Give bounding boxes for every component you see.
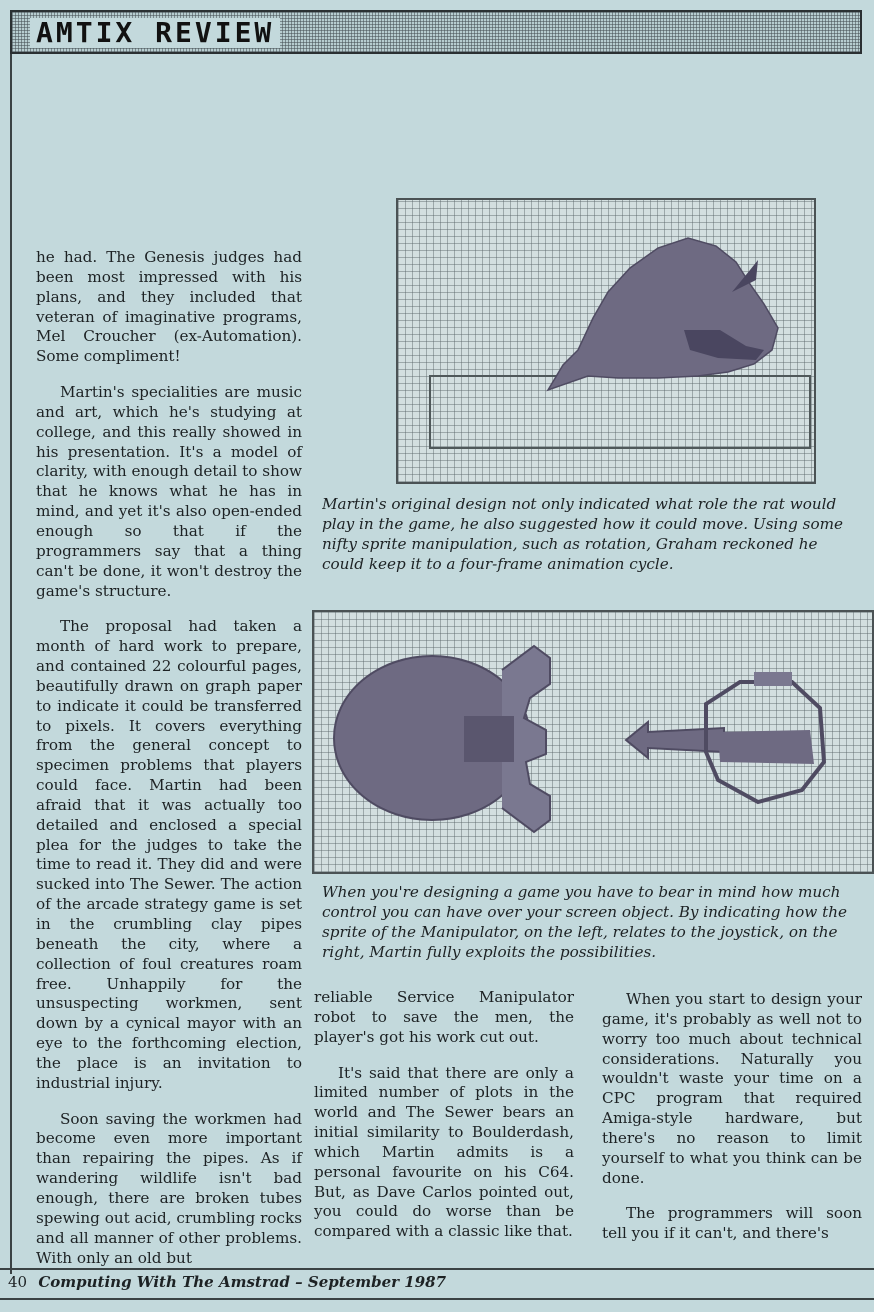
caption-line: could keep it to a four-frame animation cycle. — [322, 555, 674, 573]
body-paragraph: When you start to design your game, it's probably as well not to worry too much about technical considerations. Naturally you wouldn't waste your time on a CPC program that required Amiga-style hardware, but there's no reason to limit yourself to what you think can be done. — [602, 990, 862, 1187]
page-number: 40 — [8, 1273, 28, 1291]
figure-rat-design — [396, 198, 816, 484]
rat-sprite-illustration — [398, 200, 814, 482]
left-border-rule — [10, 54, 12, 1274]
caption-line: nifty sprite manipulation, such as rotation, Graham reckoned he — [322, 535, 818, 553]
caption-line: play in the game, he also suggested how it could move. Using some — [322, 515, 844, 533]
caption-line: control you can have over your screen object. By indicating how the — [322, 903, 847, 921]
caption-line: When you're designing a game you have to bear in mind how much — [322, 883, 841, 901]
caption-line: sprite of the Manipulator, on the left, relates to the joystick, on the — [322, 923, 838, 941]
body-paragraph: It's said that there are only a limited number of plots in the world and The Sewer bears an initial similarity to Boulderdash, which Martin admits is a personal favourite on his C64. But, as Dave Carlos pointed out, you could do worse than be compared with a classic like that. — [314, 1063, 574, 1241]
body-paragraph: reliable Service Manipulator robot to save the men, the player's got his work cut out. — [314, 988, 574, 1046]
figure-manipulator-joystick — [312, 610, 874, 874]
publication-line: Computing With The Amstrad – September 1987 — [38, 1273, 447, 1291]
body-paragraph: The programmers will soon tell you if it can't, and there's — [602, 1204, 862, 1243]
body-paragraph: Soon saving the workmen had become even more important than repairing the pipes. As if wandering wildlife isn't bad enough, there are broken tubes spewing out acid, crumbling rocks and all manner of other problems. With only an old but — [36, 1109, 302, 1267]
article-column-1 — [36, 248, 302, 1268]
section-header-banner — [10, 10, 862, 54]
footer-rule-top — [0, 1268, 874, 1270]
section-title: AMTIX REVIEW — [30, 18, 280, 48]
caption-line: right, Martin fully exploits the possibilities. — [322, 943, 657, 961]
figure-manipulator-caption — [322, 882, 874, 962]
body-paragraph: Martin's specialities are music and art, which he's studying at college, and this really showed in his presentation. It's a model of clarity, with enough detail to show that he knows what he has in mind, and yet it's also open-ended enough so that if the programmers say that a thing can't be done, it won't destroy the game's structure. — [36, 383, 302, 600]
page-footer — [8, 1272, 446, 1292]
footer-rule-bottom — [0, 1298, 874, 1300]
figure-rat-caption — [322, 494, 874, 574]
article-column-2 — [314, 988, 574, 1242]
body-paragraph: he had. The Genesis judges had been most impressed with his plans, and they included that veteran of imaginative programs, Mel Croucher (ex-Automation). Some compliment! — [36, 248, 302, 366]
body-paragraph: The proposal had taken a month of hard work to prepare, and contained 22 colourful pages, beautifully drawn on graph paper to indicate it could be transferred to pixels. It covers everything from the general concept to specimen problems that players could face. Martin had been afraid that it was actually too detailed and enclosed a special plea for the judges to take the time to read it. They did and were sucked into The Sewer. The action of the arcade strategy game is set in the crumbling clay pipes beneath the city, where a collection of foul creatures roam free. Unhappily for the unsuspecting workmen, sent down by a cynical mayor with an eye to the forthcoming election, the place is an invitation to industrial injury. — [36, 617, 302, 1092]
manipulator-sprite-illustration — [314, 612, 874, 872]
caption-line: Martin's original design not only indicated what role the rat would — [322, 495, 837, 513]
article-column-3 — [602, 990, 862, 1244]
